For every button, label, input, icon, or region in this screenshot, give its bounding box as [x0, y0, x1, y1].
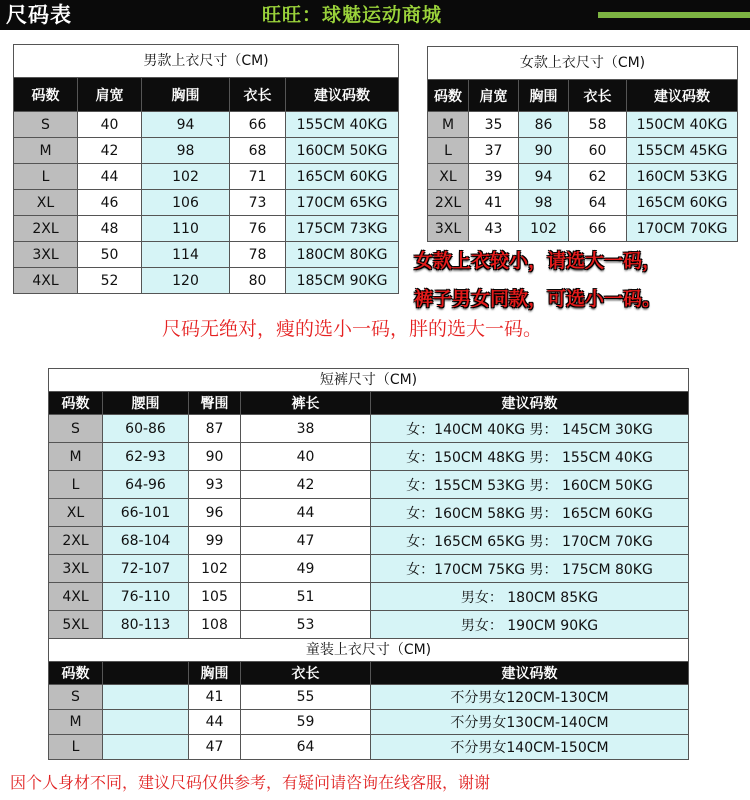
size-cell: S [49, 415, 103, 443]
column-header [103, 662, 189, 685]
table-row [428, 112, 738, 138]
table-cell: 男女： 190CM 90KG [371, 611, 689, 639]
table-cell: 120 [142, 268, 230, 294]
column-header: 衣长 [230, 78, 286, 112]
table-cell: 90 [189, 443, 241, 471]
table-cell: 41 [189, 685, 241, 710]
table-cell: 155CM 40KG [286, 112, 399, 138]
table-cell: 44 [189, 710, 241, 735]
table-cell: 78 [230, 242, 286, 268]
table-cell [103, 735, 189, 760]
table-row [49, 443, 689, 471]
table-cell: 50 [78, 242, 142, 268]
table-cell: 93 [189, 471, 241, 499]
size-cell: S [14, 112, 78, 138]
table-cell: 165CM 60KG [627, 190, 738, 216]
table-cell: 58 [569, 112, 627, 138]
shorts-size-table [48, 368, 689, 639]
table-cell: 66-101 [103, 499, 189, 527]
size-cell: 4XL [14, 268, 78, 294]
column-header: 胸围 [142, 78, 230, 112]
table-cell: 110 [142, 216, 230, 242]
table-cell: 185CM 90KG [286, 268, 399, 294]
table-cell: 102 [519, 216, 569, 242]
header-bar [0, 0, 750, 30]
men-top-size-table [13, 44, 399, 294]
footer-disclaimer: 因个人身材不同，建议尺码仅供参考，有疑问请咨询在线客服，谢谢 [10, 773, 491, 792]
table-cell: 80 [230, 268, 286, 294]
table-cell: 47 [241, 527, 371, 555]
table-row [49, 710, 689, 735]
table-cell: 66 [230, 112, 286, 138]
size-cell: 4XL [49, 583, 103, 611]
table-cell: 40 [241, 443, 371, 471]
table-cell: 71 [230, 164, 286, 190]
table-row [49, 415, 689, 443]
general-size-note: 尺码无绝对，瘦的选小一码，胖的选大一码。 [162, 318, 543, 340]
table-cell: 86 [519, 112, 569, 138]
table-cell: 40 [78, 112, 142, 138]
table-cell: 55 [241, 685, 371, 710]
women-top-title: 女款上衣尺寸（CM) [427, 46, 738, 79]
table-cell [103, 710, 189, 735]
table-cell: 女：170CM 75KG 男： 175CM 80KG [371, 555, 689, 583]
table-cell: 不分男女140CM-150CM [371, 735, 689, 760]
size-cell: 2XL [49, 527, 103, 555]
table-cell: 64-96 [103, 471, 189, 499]
table-cell: 105 [189, 583, 241, 611]
column-header: 胸围 [519, 80, 569, 112]
table-cell: 49 [241, 555, 371, 583]
table-cell: 102 [189, 555, 241, 583]
table-cell: 不分男女130CM-140CM [371, 710, 689, 735]
size-cell: 5XL [49, 611, 103, 639]
column-header: 腰围 [103, 392, 189, 415]
table-cell: 64 [569, 190, 627, 216]
table-cell: 80-113 [103, 611, 189, 639]
table-cell: 94 [519, 164, 569, 190]
table-cell: 43 [469, 216, 519, 242]
size-cell: 3XL [49, 555, 103, 583]
size-cell: XL [428, 164, 469, 190]
column-header: 裤长 [241, 392, 371, 415]
table-cell: 108 [189, 611, 241, 639]
table-cell: 37 [469, 138, 519, 164]
size-cell: M [49, 443, 103, 471]
table-cell: 不分男女120CM-130CM [371, 685, 689, 710]
table-cell: 180CM 80KG [286, 242, 399, 268]
table-cell: 女：140CM 40KG 男： 145CM 30KG [371, 415, 689, 443]
size-cell: M [14, 138, 78, 164]
table-cell: 160CM 53KG [627, 164, 738, 190]
table-cell: 女：150CM 48KG 男： 155CM 40KG [371, 443, 689, 471]
column-header: 衣长 [241, 662, 371, 685]
table-cell: 64 [241, 735, 371, 760]
table-row [14, 164, 399, 190]
size-cell: L [14, 164, 78, 190]
table-row [49, 611, 689, 639]
size-cell: L [49, 471, 103, 499]
column-header: 码数 [49, 662, 103, 685]
size-cell: 2XL [428, 190, 469, 216]
table-cell: 52 [78, 268, 142, 294]
table-cell: 41 [469, 190, 519, 216]
table-cell: 76-110 [103, 583, 189, 611]
table-cell: 68 [230, 138, 286, 164]
table-cell: 72-107 [103, 555, 189, 583]
men-top-title: 男款上衣尺寸（CM) [13, 44, 399, 77]
table-cell: 96 [189, 499, 241, 527]
table-cell: 106 [142, 190, 230, 216]
table-row [49, 471, 689, 499]
column-header: 建议码数 [286, 78, 399, 112]
table-cell: 90 [519, 138, 569, 164]
kids-top-size-table [48, 638, 689, 760]
size-cell: L [428, 138, 469, 164]
table-row [428, 164, 738, 190]
table-row [14, 268, 399, 294]
column-header: 码数 [428, 80, 469, 112]
table-row [49, 555, 689, 583]
table-cell: 女：165CM 65KG 男： 170CM 70KG [371, 527, 689, 555]
table-cell: 98 [519, 190, 569, 216]
size-cell: S [49, 685, 103, 710]
column-header: 建议码数 [627, 80, 738, 112]
table-cell: 48 [78, 216, 142, 242]
table-cell: 66 [569, 216, 627, 242]
table-cell: 42 [241, 471, 371, 499]
table-cell: 46 [78, 190, 142, 216]
table-row [428, 138, 738, 164]
kids-top-title: 童装上衣尺寸（CM) [48, 638, 689, 661]
table-cell: 60-86 [103, 415, 189, 443]
table-cell: 150CM 40KG [627, 112, 738, 138]
table-cell: 102 [142, 164, 230, 190]
table-cell: 51 [241, 583, 371, 611]
table-row [14, 242, 399, 268]
column-header: 肩宽 [469, 80, 519, 112]
table-cell: 98 [142, 138, 230, 164]
column-header: 肩宽 [78, 78, 142, 112]
table-cell: 87 [189, 415, 241, 443]
table-cell: 39 [469, 164, 519, 190]
table-cell: 170CM 65KG [286, 190, 399, 216]
table-cell: 62-93 [103, 443, 189, 471]
size-cell: L [49, 735, 103, 760]
column-header: 胸围 [189, 662, 241, 685]
table-cell: 175CM 73KG [286, 216, 399, 242]
table-row [428, 190, 738, 216]
table-cell: 62 [569, 164, 627, 190]
pants-size-note: 裤子男女同款，可选小一码。 [414, 288, 662, 310]
table-cell: 114 [142, 242, 230, 268]
size-cell: M [49, 710, 103, 735]
table-row [49, 583, 689, 611]
women-top-size-table [427, 46, 738, 242]
table-cell: 47 [189, 735, 241, 760]
table-cell: 170CM 70KG [627, 216, 738, 242]
table-row [428, 216, 738, 242]
table-row [49, 685, 689, 710]
column-header: 建议码数 [371, 662, 689, 685]
column-header: 码数 [49, 392, 103, 415]
shop-name: 旺旺：球魅运动商城 [262, 4, 443, 26]
table-cell: 76 [230, 216, 286, 242]
size-cell: XL [49, 499, 103, 527]
table-cell: 35 [469, 112, 519, 138]
shorts-title: 短裤尺寸（CM) [48, 368, 689, 391]
table-cell: 女：160CM 58KG 男： 165CM 60KG [371, 499, 689, 527]
table-row [14, 190, 399, 216]
column-header: 建议码数 [371, 392, 689, 415]
table-cell [103, 685, 189, 710]
table-cell: 68-104 [103, 527, 189, 555]
table-cell: 44 [241, 499, 371, 527]
table-cell: 男女： 180CM 85KG [371, 583, 689, 611]
size-cell: 3XL [14, 242, 78, 268]
column-header: 码数 [14, 78, 78, 112]
table-row [49, 735, 689, 760]
table-cell: 73 [230, 190, 286, 216]
table-row [49, 527, 689, 555]
table-cell: 160CM 50KG [286, 138, 399, 164]
column-header: 臀围 [189, 392, 241, 415]
women-size-note: 女款上衣较小，请选大一码， [414, 250, 662, 272]
table-cell: 99 [189, 527, 241, 555]
size-cell: 3XL [428, 216, 469, 242]
table-cell: 38 [241, 415, 371, 443]
header-accent-bar [598, 12, 750, 18]
table-cell: 155CM 45KG [627, 138, 738, 164]
size-cell: M [428, 112, 469, 138]
table-cell: 53 [241, 611, 371, 639]
table-cell: 60 [569, 138, 627, 164]
table-row [14, 138, 399, 164]
size-cell: XL [14, 190, 78, 216]
page-title: 尺码表 [6, 3, 72, 27]
table-cell: 42 [78, 138, 142, 164]
table-row [49, 499, 689, 527]
column-header: 衣长 [569, 80, 627, 112]
size-cell: 2XL [14, 216, 78, 242]
table-row [14, 112, 399, 138]
table-row [14, 216, 399, 242]
table-cell: 94 [142, 112, 230, 138]
table-cell: 165CM 60KG [286, 164, 399, 190]
table-cell: 59 [241, 710, 371, 735]
table-cell: 女：155CM 53KG 男： 160CM 50KG [371, 471, 689, 499]
table-cell: 44 [78, 164, 142, 190]
